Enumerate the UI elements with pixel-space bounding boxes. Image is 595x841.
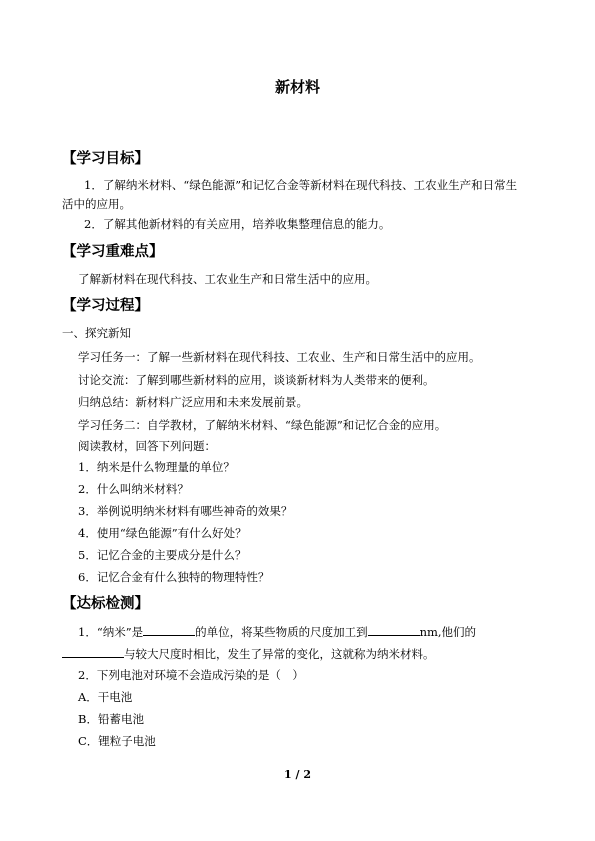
goal-item-1-line-2: 活中的应用。 bbox=[62, 197, 131, 211]
process-subheading: 一、探究新知 bbox=[62, 326, 131, 340]
goal-item-1-line-1: 1．了解纳米材料、“绿色能源”和记忆合金等新材料在现代科技、工农业生产和日常生 bbox=[84, 178, 518, 192]
page-number: 1 / 2 bbox=[284, 768, 311, 781]
q1-blank-2[interactable] bbox=[368, 623, 420, 636]
question-2: 2．什么叫纳米材料？ bbox=[78, 482, 189, 496]
key-points-heading: 【学习重难点】 bbox=[62, 243, 164, 260]
option-a: A．干电池 bbox=[78, 690, 133, 704]
goal-item-2: 2．了解其他新材料的有关应用，培养收集整理信息的能力。 bbox=[84, 217, 391, 231]
q1-text-2: 的单位，将某些物质的尺度加工到 bbox=[195, 625, 368, 639]
q1-text-4: 与较大尺度时相比，发生了异常的变化，这就称为纳米材料。 bbox=[124, 647, 435, 661]
reading-instruction: 阅读教材，回答下列问题： bbox=[78, 439, 216, 453]
question-3: 3．举例说明纳米材料有哪些神奇的效果？ bbox=[78, 504, 293, 518]
test-question-1-line-1 bbox=[78, 623, 476, 640]
task-2: 学习任务二：自学教材，了解纳米材料、“绿色能源”和记忆合金的应用。 bbox=[78, 418, 447, 432]
question-1: 1．纳米是什么物理量的单位？ bbox=[78, 460, 235, 474]
q1-text-3: nm,他们的 bbox=[419, 625, 477, 639]
question-5: 5．记忆合金的主要成分是什么？ bbox=[78, 548, 247, 562]
key-points-text: 了解新材料在现代科技、工农业生产和日常生活中的应用。 bbox=[78, 272, 377, 286]
q1-blank-1[interactable] bbox=[143, 623, 195, 636]
question-4: 4．使用“绿色能源”有什么好处？ bbox=[78, 526, 247, 540]
process-heading: 【学习过程】 bbox=[62, 297, 149, 314]
test-heading: 【达标检测】 bbox=[62, 595, 149, 612]
document-title: 新材料 bbox=[274, 78, 320, 96]
goals-heading: 【学习目标】 bbox=[62, 150, 149, 167]
summary: 归纳总结：新材料广泛应用和未来发展前景。 bbox=[78, 395, 308, 409]
option-b: B．铅蓄电池 bbox=[78, 712, 144, 726]
test-question-1-line-2 bbox=[62, 645, 435, 662]
q1-text-1: 1．“纳米”是 bbox=[78, 625, 144, 639]
question-6: 6．记忆合金有什么独特的物理特性？ bbox=[78, 570, 270, 584]
task-1: 学习任务一：了解一些新材料在现代科技、工农业、生产和日常生活中的应用。 bbox=[78, 350, 481, 364]
option-c: C．锂粒子电池 bbox=[78, 734, 156, 748]
discussion: 讨论交流：了解到哪些新材料的应用，谈谈新材料为人类带来的便利。 bbox=[78, 373, 435, 387]
q1-blank-3[interactable] bbox=[62, 645, 124, 658]
test-question-2: 2．下列电池对环境不会造成污染的是（ ） bbox=[78, 668, 304, 682]
